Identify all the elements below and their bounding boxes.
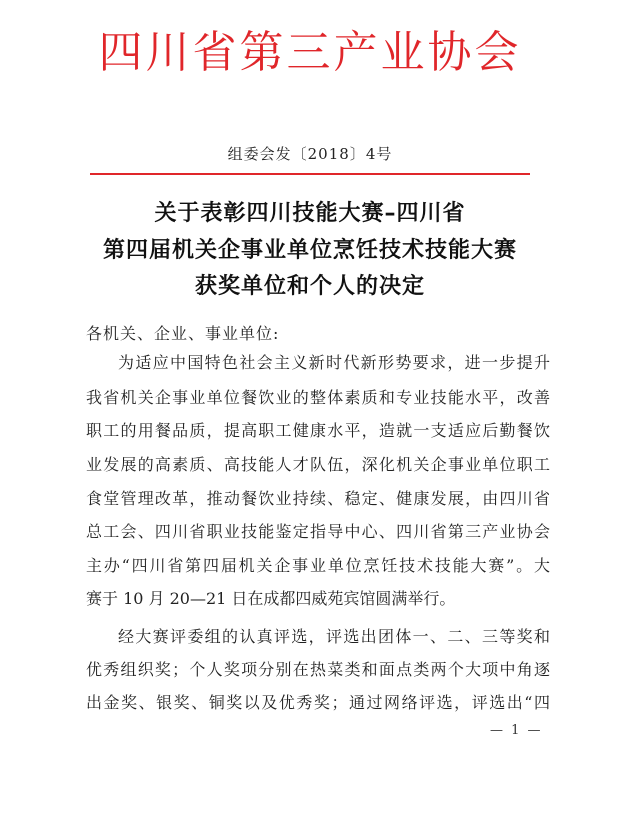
paragraph-1-line: 职工的用餐品质，提高职工健康水平，造就一支适应后勤餐饮 bbox=[86, 421, 550, 440]
title-line-1: 关于表彰四川技能大赛–四川省 bbox=[154, 201, 466, 226]
title-line-3: 获奖单位和个人的决定 bbox=[194, 274, 425, 299]
paragraph-2-line: 出金奖、银奖、铜奖以及优秀奖；通过网络评选，评选出“四 bbox=[86, 693, 550, 712]
document-number: 组委会发〔2018〕4号 bbox=[227, 145, 393, 163]
paragraph-2-line: 优秀组织奖；个人奖项分别在热菜类和面点类两个大项中角逐 bbox=[86, 660, 550, 679]
paragraph-1-line: 主办“四川省第四届机关企事业单位烹饪技术技能大赛”。大 bbox=[86, 556, 550, 575]
paragraph-1-line: 业发展的高素质、高技能人才队伍，深化机关企事业单位职工 bbox=[86, 455, 550, 474]
organization-header: 四川省第三产业协会 bbox=[98, 27, 522, 78]
red-divider-line bbox=[90, 173, 530, 175]
paragraph-2-line: 经大赛评委组的认真评选，评选出团体一、二、三等奖和 bbox=[118, 627, 550, 646]
paragraph-1-line: 赛于 10 月 20—21 日在成都四威苑宾馆圆满举行。 bbox=[86, 589, 456, 608]
title-line-2: 第四届机关企事业单位烹饪技术技能大赛 bbox=[102, 238, 517, 263]
salutation: 各机关、企业、事业单位: bbox=[86, 324, 280, 343]
paragraph-1-line: 为适应中国特色社会主义新时代新形势要求，进一步提升 bbox=[118, 353, 550, 372]
paragraph-1-line: 食堂管理改革，推动餐饮业持续、稳定、健康发展，由四川省 bbox=[86, 489, 550, 508]
paragraph-1-line: 总工会、四川省职业技能鉴定指导中心、四川省第三产业协会 bbox=[86, 522, 550, 541]
page-number: — 1 — bbox=[490, 723, 543, 738]
paragraph-1-line: 我省机关企事业单位餐饮业的整体素质和专业技能水平，改善 bbox=[86, 388, 550, 407]
